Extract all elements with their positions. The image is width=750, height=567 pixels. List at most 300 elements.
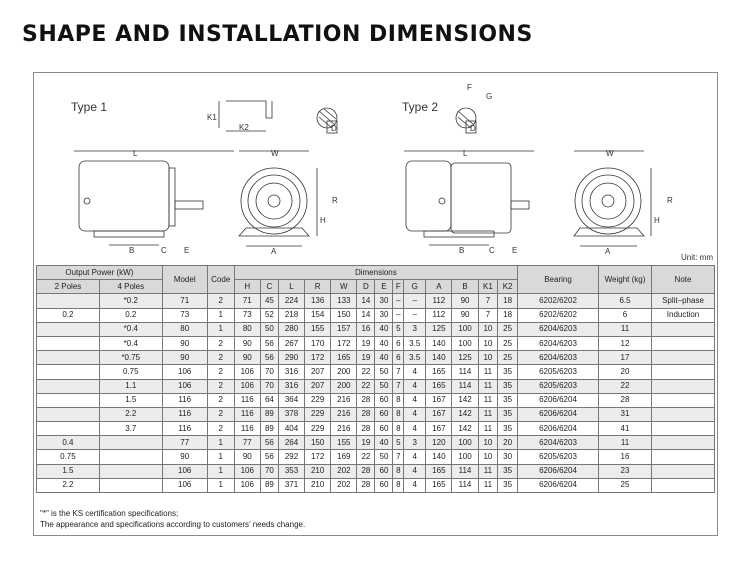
table-cell: 20	[599, 365, 652, 379]
table-cell: 142	[452, 422, 478, 436]
table-cell: 12	[599, 336, 652, 350]
table-cell: 52	[260, 308, 278, 322]
table-row	[37, 336, 715, 350]
svg-text:K2: K2	[239, 123, 249, 132]
type1-end-view	[239, 149, 338, 256]
table-cell: 6206/6204	[518, 422, 599, 436]
table-cell: 316	[278, 379, 304, 393]
table-cell: 2	[207, 422, 234, 436]
table-cell	[652, 464, 715, 478]
table-cell: –	[404, 308, 426, 322]
motor-drawings	[34, 73, 717, 258]
table-cell: 4	[404, 365, 426, 379]
table-cell: 6204/6203	[518, 322, 599, 336]
table-cell: 35	[498, 407, 518, 421]
table-cell: 35	[498, 379, 518, 393]
table-cell: 106	[162, 365, 207, 379]
table-row	[37, 379, 715, 393]
table-cell: 10	[478, 450, 498, 464]
table-cell	[37, 379, 100, 393]
table-cell: 18	[498, 294, 518, 308]
table-cell: 155	[305, 322, 331, 336]
table-cell: 10	[478, 322, 498, 336]
table-cell: 7	[393, 379, 404, 393]
table-cell: 216	[331, 407, 357, 421]
header-dimension: L	[278, 280, 304, 294]
table-cell: 89	[260, 407, 278, 421]
table-cell: 6204/6203	[518, 436, 599, 450]
table-row	[37, 450, 715, 464]
svg-text:A: A	[605, 247, 611, 256]
table-cell: 11	[599, 322, 652, 336]
header-dimension: W	[331, 280, 357, 294]
table-cell: 116	[162, 422, 207, 436]
table-cell: *0.4	[99, 322, 162, 336]
header-dimension: R	[305, 280, 331, 294]
table-cell: 2.2	[99, 407, 162, 421]
table-cell: 90	[452, 308, 478, 322]
table-cell: 229	[305, 393, 331, 407]
table-cell: 11	[478, 393, 498, 407]
table-cell: 140	[426, 351, 452, 365]
table-cell	[37, 422, 100, 436]
table-cell: 106	[234, 365, 260, 379]
table-cell: 210	[305, 464, 331, 478]
table-cell: 11	[478, 422, 498, 436]
table-cell: 11	[478, 407, 498, 421]
table-cell: 6204/6203	[518, 336, 599, 350]
table-cell: 6202/6202	[518, 308, 599, 322]
specifications-table	[36, 265, 715, 493]
table-cell: 106	[234, 464, 260, 478]
table-cell: 8	[393, 464, 404, 478]
table-cell: 2	[207, 351, 234, 365]
header-poles: 4 Poles	[99, 280, 162, 294]
table-row	[37, 407, 715, 421]
table-row	[37, 322, 715, 336]
table-cell: 165	[426, 464, 452, 478]
table-cell: 19	[357, 351, 375, 365]
table-cell: 14	[357, 294, 375, 308]
table-cell: 80	[162, 322, 207, 336]
table-cell	[37, 336, 100, 350]
table-cell: 64	[260, 393, 278, 407]
table-cell: 0.2	[99, 308, 162, 322]
table-cell: 207	[305, 379, 331, 393]
table-cell: 114	[452, 478, 478, 492]
table-cell	[37, 294, 100, 308]
unit-label: Unit: mm	[681, 253, 713, 262]
footnote-appearance: The appearance and specifications according to customers’ needs change.	[40, 520, 306, 529]
table-cell: Induction	[652, 308, 715, 322]
table-cell: 116	[162, 407, 207, 421]
table-cell: 20	[498, 436, 518, 450]
table-cell: 4	[404, 478, 426, 492]
dimensions-panel	[33, 72, 718, 536]
table-cell: 157	[331, 322, 357, 336]
table-row	[37, 393, 715, 407]
table-cell: 90	[162, 450, 207, 464]
table-cell: 140	[426, 450, 452, 464]
table-cell: 60	[375, 393, 393, 407]
table-cell: 280	[278, 322, 304, 336]
table-cell: 170	[305, 336, 331, 350]
table-cell: 172	[305, 351, 331, 365]
table-cell: 218	[278, 308, 304, 322]
table-cell	[37, 407, 100, 421]
table-cell: 7	[478, 294, 498, 308]
table-cell: 16	[599, 450, 652, 464]
table-cell: 142	[452, 407, 478, 421]
table-cell	[99, 450, 162, 464]
table-cell: 28	[357, 393, 375, 407]
table-cell: 22	[357, 450, 375, 464]
table-cell: 6	[393, 336, 404, 350]
label-k1: K1	[207, 113, 217, 122]
table-cell: –	[404, 294, 426, 308]
header-poles: 2 Poles	[37, 280, 100, 294]
table-cell: Split–phase	[652, 294, 715, 308]
table-cell: 70	[260, 365, 278, 379]
table-cell: 106	[234, 478, 260, 492]
table-cell: 90	[234, 351, 260, 365]
table-cell: 100	[452, 450, 478, 464]
table-cell: 2.2	[37, 478, 100, 492]
header-dimension: G	[404, 280, 426, 294]
table-row	[37, 478, 715, 492]
table-cell: 2	[207, 294, 234, 308]
svg-text:A: A	[271, 247, 277, 256]
header-dimension: F	[393, 280, 404, 294]
table-cell: 0.75	[99, 365, 162, 379]
table-cell	[652, 322, 715, 336]
type1-label: Type 1	[71, 100, 108, 114]
table-cell: 25	[599, 478, 652, 492]
table-cell: 200	[331, 365, 357, 379]
table-cell: 50	[260, 322, 278, 336]
table-cell: 22	[357, 379, 375, 393]
table-cell: 6205/6203	[518, 379, 599, 393]
table-cell: 8	[393, 478, 404, 492]
table-row	[37, 351, 715, 365]
header-dimension: K1	[478, 280, 498, 294]
table-cell: 100	[452, 322, 478, 336]
table-cell: 6206/6204	[518, 464, 599, 478]
table-cell: 3.7	[99, 422, 162, 436]
table-cell: 1.5	[37, 464, 100, 478]
table-cell: 23	[599, 464, 652, 478]
header-bearing: Bearing	[518, 266, 599, 294]
table-cell: 202	[331, 478, 357, 492]
header-code: Code	[207, 266, 234, 294]
table-cell: 30	[498, 450, 518, 464]
svg-text:W: W	[271, 149, 279, 158]
table-cell: 56	[260, 336, 278, 350]
table-cell: 10	[478, 351, 498, 365]
table-cell: 71	[234, 294, 260, 308]
table-cell: 30	[375, 294, 393, 308]
table-cell: 6205/6203	[518, 450, 599, 464]
table-cell: 4	[404, 407, 426, 421]
table-cell	[652, 336, 715, 350]
header-dimension: A	[426, 280, 452, 294]
table-cell: 35	[498, 393, 518, 407]
table-cell: 50	[375, 450, 393, 464]
table-cell: 90	[234, 450, 260, 464]
table-cell: 200	[331, 379, 357, 393]
table-cell	[652, 436, 715, 450]
table-cell	[37, 365, 100, 379]
svg-text:H: H	[320, 216, 326, 225]
table-cell: 17	[599, 351, 652, 365]
svg-text:G: G	[486, 92, 493, 101]
page-title: SHAPE AND INSTALLATION DIMENSIONS	[22, 22, 533, 47]
table-cell: 216	[331, 422, 357, 436]
table-cell: 40	[375, 322, 393, 336]
table-cell: –	[393, 308, 404, 322]
table-cell: 90	[162, 351, 207, 365]
table-cell: 5	[393, 322, 404, 336]
table-cell: 3.5	[404, 336, 426, 350]
type2-end-view	[574, 149, 673, 256]
table-cell: 167	[426, 393, 452, 407]
table-cell: 4	[404, 393, 426, 407]
table-cell: 4	[404, 464, 426, 478]
table-cell: 6	[599, 308, 652, 322]
table-row	[37, 436, 715, 450]
table-cell: 6	[393, 351, 404, 365]
svg-text:C: C	[161, 246, 167, 255]
table-cell: 154	[305, 308, 331, 322]
table-cell: 100	[452, 336, 478, 350]
table-cell	[652, 393, 715, 407]
header-dimension: H	[234, 280, 260, 294]
table-cell: 142	[452, 393, 478, 407]
table-cell	[652, 478, 715, 492]
table-cell: 155	[331, 436, 357, 450]
table-cell: 114	[452, 379, 478, 393]
table-cell: 18	[498, 308, 518, 322]
table-cell: 106	[234, 379, 260, 393]
table-row	[37, 422, 715, 436]
table-cell: 264	[278, 436, 304, 450]
table-cell	[652, 422, 715, 436]
table-cell: 70	[260, 464, 278, 478]
table-row	[37, 464, 715, 478]
table-cell: 22	[599, 379, 652, 393]
table-cell: 31	[599, 407, 652, 421]
table-cell: 89	[260, 478, 278, 492]
svg-text:B: B	[129, 246, 135, 255]
table-cell: 77	[234, 436, 260, 450]
table-cell: 50	[375, 379, 393, 393]
table-cell: 7	[393, 365, 404, 379]
svg-text:F: F	[467, 83, 472, 92]
table-cell: 77	[162, 436, 207, 450]
table-cell: 90	[234, 336, 260, 350]
table-cell: 3	[404, 322, 426, 336]
table-cell: 0.2	[37, 308, 100, 322]
table-cell: 28	[357, 407, 375, 421]
table-cell: 114	[452, 365, 478, 379]
footnotes	[40, 508, 305, 530]
table-cell: 73	[162, 308, 207, 322]
table-cell: 172	[331, 336, 357, 350]
table-cell: 28	[357, 478, 375, 492]
table-cell	[652, 407, 715, 421]
table-cell: 106	[162, 379, 207, 393]
table-cell: 1	[207, 436, 234, 450]
header-note: Note	[652, 266, 715, 294]
svg-text:D: D	[331, 124, 337, 133]
table-cell: 2	[207, 379, 234, 393]
table-row	[37, 294, 715, 308]
svg-text:C: C	[489, 246, 495, 255]
table-cell: 19	[357, 336, 375, 350]
table-row	[37, 365, 715, 379]
table-cell: 224	[278, 294, 304, 308]
table-cell: 2	[207, 393, 234, 407]
table-cell: 6206/6204	[518, 478, 599, 492]
table-cell: 25	[498, 351, 518, 365]
type1-side-view	[74, 149, 234, 255]
table-cell: 28	[357, 464, 375, 478]
table-cell: 112	[426, 308, 452, 322]
table-cell: 371	[278, 478, 304, 492]
table-cell: 353	[278, 464, 304, 478]
table-cell: 90	[452, 294, 478, 308]
header-model: Model	[162, 266, 207, 294]
table-cell: 28	[599, 393, 652, 407]
table-cell: 30	[375, 308, 393, 322]
table-cell: 35	[498, 422, 518, 436]
table-cell: 8	[393, 407, 404, 421]
header-output-power: Output Power (kW)	[37, 266, 163, 280]
table-cell	[652, 379, 715, 393]
table-cell: 106	[162, 464, 207, 478]
table-cell: 70	[260, 379, 278, 393]
table-cell: 378	[278, 407, 304, 421]
table-cell: 125	[426, 322, 452, 336]
table-cell: 167	[426, 407, 452, 421]
table-cell: 202	[331, 464, 357, 478]
table-cell: 216	[331, 393, 357, 407]
header-dimension: E	[375, 280, 393, 294]
table-cell: 4	[404, 379, 426, 393]
table-cell: 56	[260, 436, 278, 450]
table-cell: 229	[305, 422, 331, 436]
table-cell: 165	[426, 365, 452, 379]
table-cell: 25	[498, 336, 518, 350]
table-cell: 8	[393, 422, 404, 436]
table-cell: *0.4	[99, 336, 162, 350]
table-cell: 4	[404, 422, 426, 436]
table-cell: 45	[260, 294, 278, 308]
table-cell: 136	[305, 294, 331, 308]
svg-text:L: L	[463, 149, 468, 158]
table-cell: 1.5	[99, 393, 162, 407]
table-cell	[652, 351, 715, 365]
header-dimension: B	[452, 280, 478, 294]
table-cell: 2	[207, 407, 234, 421]
table-cell: 133	[331, 294, 357, 308]
header-weight: Weight (kg)	[599, 266, 652, 294]
table-cell	[37, 322, 100, 336]
table-cell: 35	[498, 478, 518, 492]
type1-shaft-section	[317, 108, 337, 133]
table-cell: 19	[357, 436, 375, 450]
svg-text:R: R	[332, 196, 338, 205]
svg-text:E: E	[512, 246, 518, 255]
table-cell: 16	[357, 322, 375, 336]
table-cell: 0.4	[37, 436, 100, 450]
table-cell: 73	[234, 308, 260, 322]
table-cell: 1	[207, 464, 234, 478]
table-cell: 1	[207, 450, 234, 464]
table-cell: 7	[478, 308, 498, 322]
table-cell: 80	[234, 322, 260, 336]
table-cell: 167	[426, 422, 452, 436]
table-cell: 116	[234, 393, 260, 407]
table-cell: 35	[498, 464, 518, 478]
table-cell	[99, 464, 162, 478]
svg-text:L: L	[133, 149, 138, 158]
table-cell: 6204/6203	[518, 351, 599, 365]
table-cell: 6205/6203	[518, 365, 599, 379]
table-cell: 172	[305, 450, 331, 464]
table-cell	[37, 351, 100, 365]
type2-label: Type 2	[402, 100, 439, 114]
table-cell: 0.75	[37, 450, 100, 464]
svg-text:D: D	[470, 124, 476, 133]
table-cell: 56	[260, 351, 278, 365]
table-cell: 41	[599, 422, 652, 436]
svg-text:B: B	[459, 246, 465, 255]
table-cell: 35	[498, 365, 518, 379]
table-cell: 364	[278, 393, 304, 407]
table-cell: 207	[305, 365, 331, 379]
table-cell: 6.5	[599, 294, 652, 308]
table-cell: 169	[331, 450, 357, 464]
table-cell: *0.2	[99, 294, 162, 308]
table-cell: 404	[278, 422, 304, 436]
footnote-ks: "*" is the KS certification specifications;	[40, 509, 179, 518]
table-cell: 10	[478, 336, 498, 350]
svg-text:W: W	[606, 149, 614, 158]
table-cell: 210	[305, 478, 331, 492]
table-cell: 56	[260, 450, 278, 464]
table-cell: 165	[331, 351, 357, 365]
svg-text:E: E	[184, 246, 190, 255]
table-cell: 11	[478, 464, 498, 478]
table-cell: –	[393, 294, 404, 308]
table-cell: 6202/6202	[518, 294, 599, 308]
type2-side-view	[404, 149, 534, 255]
type1-foot-detail	[207, 101, 272, 132]
table-cell	[652, 450, 715, 464]
table-cell: 60	[375, 407, 393, 421]
table-cell: 125	[452, 351, 478, 365]
table-cell: 5	[393, 436, 404, 450]
table-cell	[99, 436, 162, 450]
table-cell: 292	[278, 450, 304, 464]
table-cell: 1	[207, 308, 234, 322]
svg-text:R: R	[667, 196, 673, 205]
table-cell: 150	[305, 436, 331, 450]
table-cell: *0.75	[99, 351, 162, 365]
table-cell: 120	[426, 436, 452, 450]
table-cell: 7	[393, 450, 404, 464]
